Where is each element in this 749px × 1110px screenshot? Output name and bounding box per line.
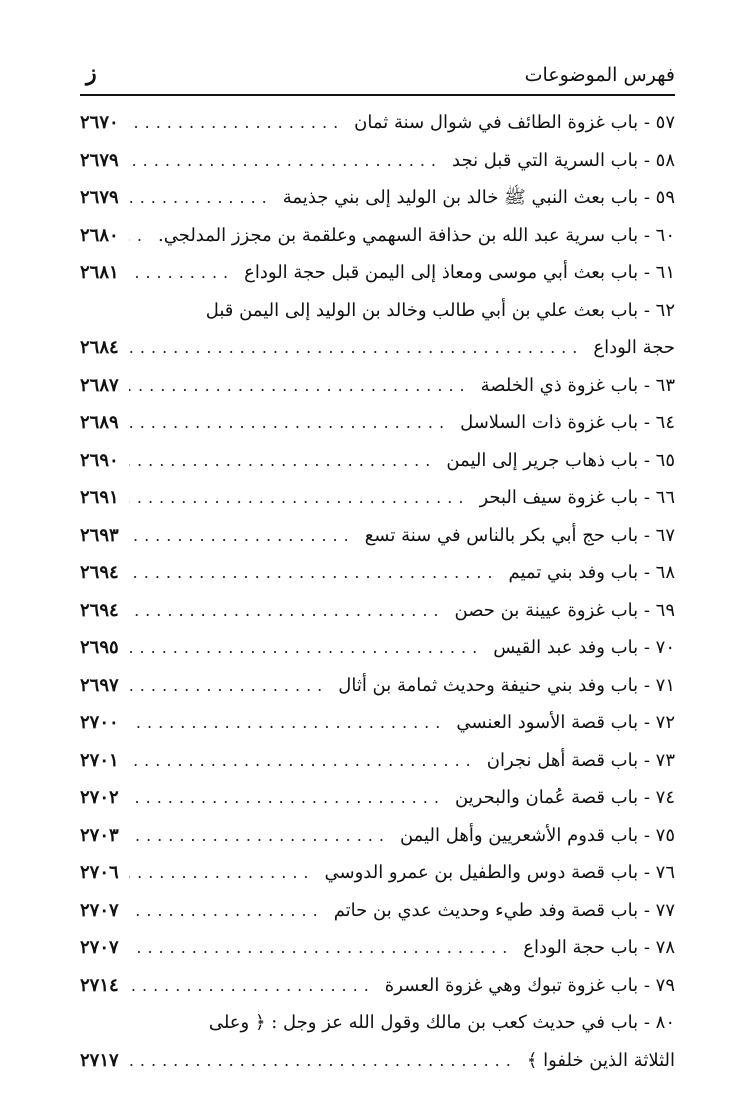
- toc-entry-title: ٧٠ - باب وفد عبد القيس: [493, 637, 675, 658]
- page-number: ٢٧١٧: [80, 1049, 119, 1071]
- leader-dots: [129, 629, 484, 667]
- toc-entry: [80, 779, 675, 817]
- toc-entry-title: ٦٩ - باب غزوة عيينة بن حصن: [454, 599, 675, 621]
- toc-entry-title-continued: الثلاثة الذين خلفوا ﴾: [526, 1049, 675, 1071]
- toc-entry: [80, 592, 675, 630]
- toc-entry-title: ٦٤ - باب غزوة ذات السلاسل: [460, 412, 675, 433]
- toc-entry: [80, 104, 675, 142]
- toc-entry-title: ٦٥ - باب ذهاب جرير إلى اليمن: [446, 449, 675, 471]
- toc-entry-title: ٥٨ - باب السرية التي قبل نجد: [452, 149, 675, 171]
- leader-dots: [129, 367, 471, 405]
- toc-entry-title: ٧٥ - باب قدوم الأشعريين وأهل اليمن: [399, 824, 675, 846]
- toc-entry-title: ٧٧ - باب قصة وفد طيء وحديث عدي بن حاتم: [333, 899, 675, 921]
- page-number: ٢٦٩٠: [80, 449, 119, 471]
- leader-dots: [129, 404, 450, 442]
- page-number: ٢٦٩٤: [80, 599, 119, 621]
- page-number: ٢٦٩١: [80, 487, 119, 508]
- leader-dots: [129, 929, 514, 967]
- leader-dots: [129, 817, 390, 855]
- toc-entry: [80, 479, 675, 517]
- leader-dots: [129, 779, 445, 817]
- page-number: ٢٧١٤: [80, 974, 119, 996]
- page-header: [80, 58, 675, 96]
- toc-entry-title: ٦٠ - باب سرية عبد الله بن حذافة السهمي وعلقمة بن مجزز المدلجي.: [157, 224, 675, 246]
- toc-entry: [80, 742, 675, 780]
- leader-dots: [129, 254, 234, 292]
- toc-entry: [80, 929, 675, 967]
- toc-entry: [80, 367, 675, 405]
- page-number: ٢٦٨٤: [80, 337, 119, 358]
- page-number: ٢٦٨٧: [80, 374, 119, 396]
- page-number: ٢٧٠٧: [80, 899, 119, 921]
- toc-entry: [80, 404, 675, 442]
- page-number: ٢٦٨٩: [80, 412, 119, 433]
- page-number: ٢٦٧٠: [80, 112, 119, 133]
- page-number: ٢٦٩٣: [80, 524, 119, 546]
- toc-entry: [80, 179, 675, 217]
- toc-entry: [80, 217, 675, 255]
- toc-entry-title: ٧٤ - باب قصة عُمان والبحرين: [454, 787, 675, 808]
- toc-entry: [80, 704, 675, 742]
- page-number: ٢٦٩٧: [80, 674, 119, 696]
- toc-entry: [80, 629, 675, 667]
- leader-dots: [129, 554, 499, 592]
- page-number: ٢٧٠٠: [80, 712, 119, 733]
- page-number: ٢٧٠١: [80, 749, 119, 771]
- toc-entry-title: ٥٩ - باب بعث النبي ﷺ خالد بن الوليد إلى بني جذيمة: [282, 187, 675, 208]
- leader-dots: [129, 104, 344, 142]
- toc-entry: [80, 142, 675, 180]
- toc-entry-title: ٥٧ - باب غزوة الطائف في شوال سنة ثمان: [354, 112, 675, 133]
- toc-entry: [80, 1004, 675, 1079]
- toc-entry: [80, 442, 675, 480]
- toc-entry-title: ٧٨ - باب حجة الوداع: [523, 937, 675, 958]
- page-number: ٢٧٠٧: [80, 937, 119, 958]
- leader-dots: [129, 742, 477, 780]
- toc-entry: [80, 292, 675, 367]
- page-letter: ز: [86, 60, 97, 86]
- table-of-contents: [80, 104, 675, 1079]
- page-number: ٢٧٠٦: [80, 862, 119, 883]
- leader-dots: [129, 217, 148, 255]
- toc-entry-title: ٦١ - باب بعث أبي موسى ومعاذ إلى اليمن قبل حجة الوداع: [244, 262, 675, 283]
- toc-entry: [80, 667, 675, 705]
- toc-entry: [80, 967, 675, 1005]
- leader-dots: [129, 479, 470, 517]
- leader-dots: [129, 329, 584, 367]
- leader-dots: [129, 442, 437, 480]
- toc-entry-title: ٧٣ - باب قصة أهل نجران: [486, 749, 675, 771]
- toc-entry-title: ٧٦ - باب قصة دوس والطفيل بن عمرو الدوسي: [324, 862, 675, 883]
- leader-dots: [129, 967, 375, 1005]
- toc-entry-title: ٧١ - باب وفد بني حنيفة وحديث ثمامة بن أثال: [338, 674, 675, 696]
- page-number: ٢٧٠٢: [80, 787, 119, 808]
- toc-entry-title-continued: حجة الوداع: [593, 337, 675, 358]
- toc-entry: [80, 254, 675, 292]
- toc-entry-title: ٨٠ - باب في حديث كعب بن مالك وقول الله عز وجل : ﴿ وعلى: [208, 1012, 675, 1033]
- toc-entry: [80, 854, 675, 892]
- page-number: ٢٦٨١: [80, 262, 119, 283]
- leader-dots: [129, 704, 447, 742]
- toc-entry-title: ٦٧ - باب حج أبي بكر بالناس في سنة تسع: [364, 524, 675, 546]
- toc-entry-title: ٧٩ - باب غزوة تبوك وهي غزوة العسرة: [384, 974, 675, 996]
- leader-dots: [129, 892, 324, 930]
- leader-dots: [129, 592, 445, 630]
- leader-dots: [129, 142, 442, 180]
- page-number: ٢٦٧٩: [80, 187, 119, 208]
- leader-dots: [129, 517, 355, 555]
- toc-entry-title: ٧٢ - باب قصة الأسود العنسي: [456, 712, 675, 733]
- page-number: ٢٦٧٩: [80, 149, 119, 171]
- toc-entry-title: ٦٢ - باب بعث علي بن أبي طالب وخالد بن الوليد إلى اليمن قبل: [205, 299, 675, 321]
- leader-dots: [129, 854, 315, 892]
- toc-entry-title: ٦٨ - باب وفد بني تميم: [508, 562, 675, 583]
- header-title: فهرس الموضوعات: [524, 64, 675, 86]
- leader-dots: [129, 1042, 517, 1080]
- toc-entry-title: ٦٦ - باب غزوة سيف البحر: [479, 487, 675, 508]
- leader-dots: [129, 667, 329, 705]
- toc-entry-title: ٦٣ - باب غزوة ذي الخلصة: [480, 374, 675, 396]
- page-number: ٢٦٩٤: [80, 562, 119, 583]
- toc-entry: [80, 892, 675, 930]
- toc-entry: [80, 554, 675, 592]
- toc-entry: [80, 817, 675, 855]
- leader-dots: [129, 179, 273, 217]
- toc-entry: [80, 517, 675, 555]
- page-number: ٢٦٨٠: [80, 224, 119, 246]
- page-number: ٢٧٠٣: [80, 824, 119, 846]
- page-number: ٢٦٩٥: [80, 637, 119, 658]
